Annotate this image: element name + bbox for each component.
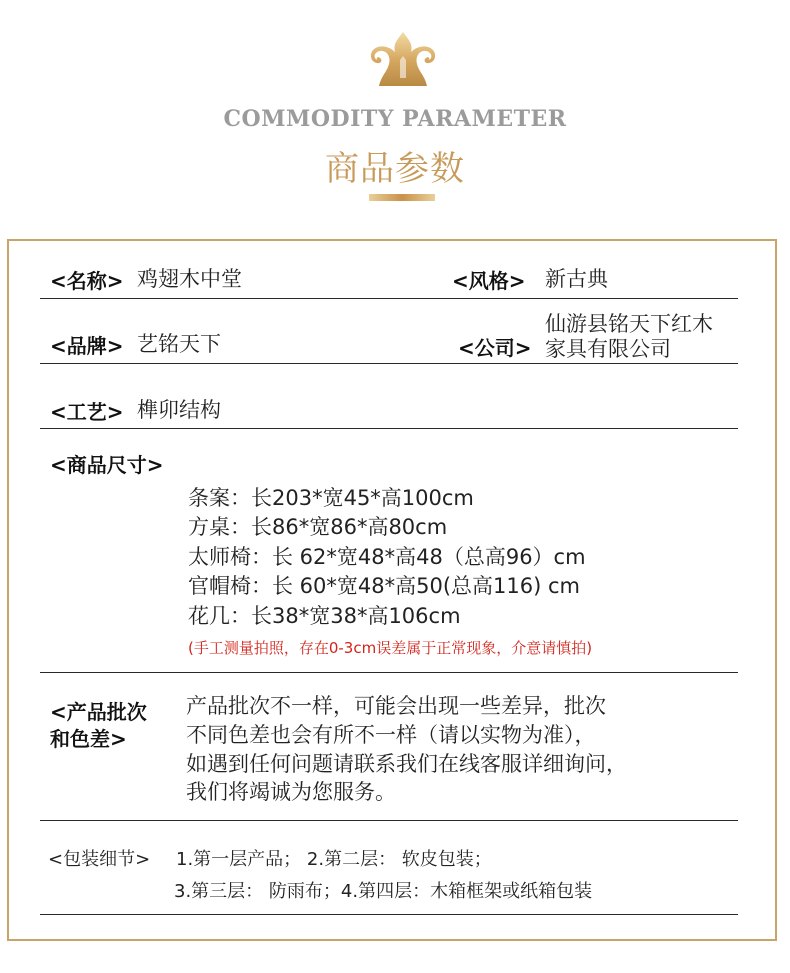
title-chinese: 商品参数	[325, 149, 465, 189]
measurement-note: (手工测量拍照，存在0-3cm误差属于正常现象，介意请慎拍)	[188, 639, 593, 657]
brand-label: <品牌>	[50, 334, 124, 358]
size-item: 花几：长38*宽38*高106cm	[188, 604, 461, 628]
style-label: <风格>	[452, 269, 526, 293]
title-english: COMMODITY PARAMETER	[223, 106, 567, 132]
style-value: 新古典	[545, 267, 608, 291]
size-item: 方桌：长86*宽86*高80cm	[188, 515, 448, 539]
batch-text-line: 我们将竭诚为您服务。	[186, 780, 396, 804]
divider	[40, 914, 738, 915]
company-label: <公司>	[458, 336, 532, 360]
size-item: 太师椅：长 62*宽48*高48（总高96）cm	[188, 545, 586, 569]
divider	[40, 820, 738, 821]
batch-text-line: 不同色差也会有所不一样（请以实物为准），	[186, 723, 596, 747]
batch-label-line1: <产品批次	[50, 700, 147, 724]
title-underline	[369, 194, 435, 201]
batch-label-line2: 和色差>	[50, 727, 127, 751]
batch-text-line: 产品批次不一样，可能会出现一些差异，批次	[186, 694, 606, 718]
craft-label: <工艺>	[50, 400, 124, 424]
divider	[40, 298, 738, 299]
packaging-label: <包装细节>	[48, 849, 151, 870]
craft-value: 榫卯结构	[137, 398, 221, 422]
name-value: 鸡翅木中堂	[137, 267, 242, 291]
divider	[40, 363, 738, 364]
name-label: <名称>	[50, 269, 124, 293]
packaging-line1: 1.第一层产品； 2.第二层： 软皮包装；	[176, 849, 492, 870]
divider	[40, 672, 738, 673]
brand-value: 艺铭天下	[137, 332, 221, 356]
gold-cloud-ornament-icon	[367, 30, 439, 90]
company-value-line1: 仙游县铭天下红木	[545, 312, 713, 336]
batch-text-line: 如遇到任何问题请联系我们在线客服详细询问，	[186, 752, 627, 776]
divider	[40, 428, 738, 429]
size-item: 条案：长203*宽45*高100cm	[188, 486, 474, 510]
company-value-line2: 家具有限公司	[545, 337, 671, 361]
packaging-line2: 3.第三层： 防雨布；4.第四层：木箱框架或纸箱包装	[174, 881, 593, 902]
size-item: 官帽椅：长 60*宽48*高50(总高116) cm	[188, 574, 580, 598]
size-label: <商品尺寸>	[50, 453, 164, 477]
